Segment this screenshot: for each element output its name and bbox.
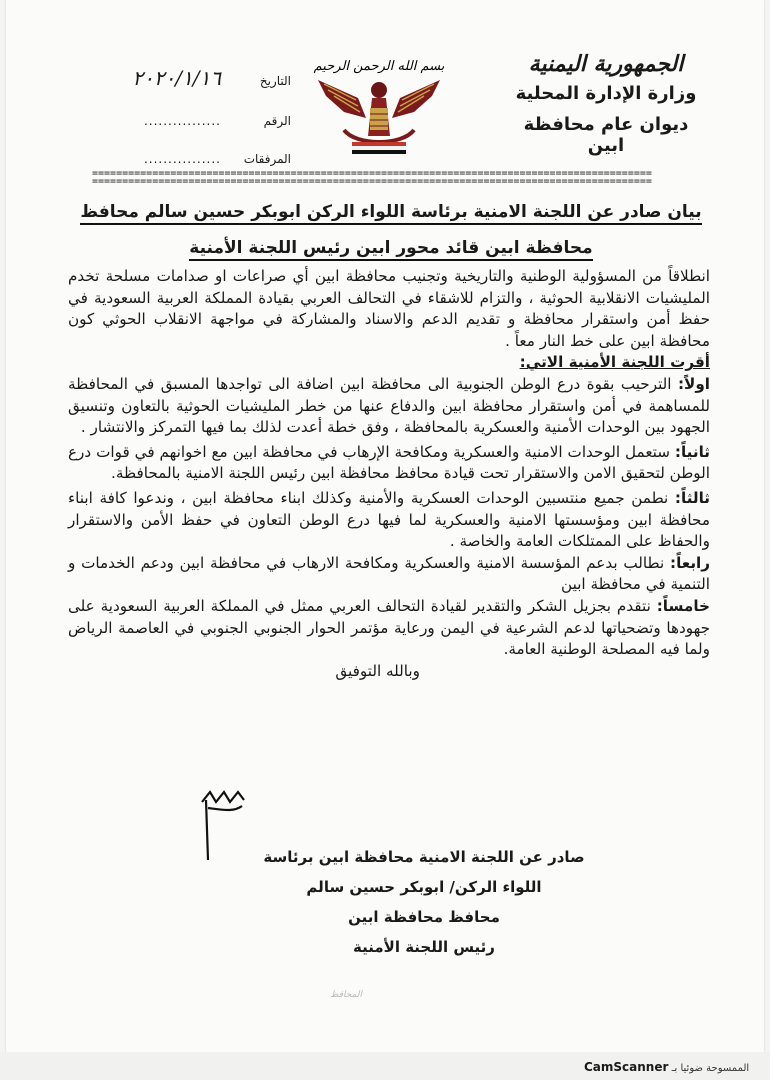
item-label: ثالثاً:	[674, 488, 711, 507]
item-text: الترحيب بقوة درع الوطن الجنوبية الى محافظة ابين اضافة الى تواجدها المسبق في المحافظة للمساهمة في أمن واستقرار محافظة ابين والدفاع عنها من خطر المليشيات الحوثية بالتعاون وتنسيق الجهود بين الوحدات الأمنية والعسكرية بالمحافظة ، وفق خطة أعدت لذلك بما فيها التمركز والانتشار .	[68, 374, 710, 437]
statement-title-text2: محافظة ابين قائد محور ابين رئيس اللجنة الأمنية	[189, 238, 592, 261]
issuer-header	[506, 52, 706, 156]
separator-line-1: =============================================================================================	[92, 170, 652, 179]
signatory-line1: صادر عن اللجنة الامنية محافظة ابين برئاسة	[263, 848, 585, 866]
basmala-text: بسم الله الرحمن الرحيم	[313, 59, 445, 74]
attachments-label: المرفقات	[243, 152, 291, 166]
governorate-office: ديوان عام محافظة ابين	[523, 114, 689, 156]
statement-title-line1	[76, 202, 706, 222]
yemen-eagle-emblem	[304, 50, 454, 168]
item-label: رابعاً:	[670, 553, 711, 572]
signatory-line2: اللواء الركن/ ابوبكر حسين سالم	[306, 878, 542, 896]
scanned-with-text: الممسوحة ضوئيا بـ	[671, 1063, 750, 1074]
date-row	[76, 66, 291, 90]
camscanner-brand: CamScanner	[584, 1060, 669, 1074]
intro-paragraph: انطلاقاً من المسؤولية الوطنية والتاريخية وتجنيب محافظة ابين أي صراعات او صدامات مسلحة تخدم المليشيات الانقلابية الحوثية ، والتزام للاشقاء في التحالف العربي بقيادة المملكة العربية السعودية في حفظ أمن واستقرار محافظة و تقديم الدعم والاسناد والمشاركة في مواجهة الانقلاب الحوثي كون محافظة ابين على خط النار معاً .	[68, 267, 710, 350]
item-label: خامساً:	[656, 596, 710, 615]
reference-value: ................	[143, 114, 221, 128]
decision-item-2	[68, 442, 710, 485]
item-text: ستعمل الوحدات الامنية والعسكرية ومكافحة الإرهاب في محافظة ابين مع اخوانهم في قوات درع الوطن لتحقيق الامن والاستقرار تحت قيادة محافظ محافظة ابين رئيس اللجنة الامنية بالمحافظة.	[68, 442, 710, 483]
signatory-block	[214, 842, 634, 962]
decision-item-4	[68, 553, 710, 596]
reference-row	[76, 114, 291, 128]
separator-line-2: =============================================================================================	[92, 176, 652, 186]
item-label: اولاً:	[677, 374, 710, 393]
date-value: ٢٠٢٠/١/١٦	[132, 66, 221, 90]
statement-title-text1: بيان صادر عن اللجنة الامنية برئاسة اللواء الركن ابوبكر حسين سالم محافظ	[80, 202, 701, 225]
decision-item-1	[68, 374, 710, 439]
item-text: نطمن جميع منتسبين الوحدات العسكرية والأمنية وكذلك ابناء محافظة ابين ، وندعوا كافة ابناء محافظة ابين ومؤسستها الامنية والعسكرية لما فيها درع الوطن التعاون في حفظ الأمن والاستقرار والحفاظ على الممتلكات العامة والخاصة .	[68, 488, 710, 551]
decision-item-5	[68, 596, 710, 661]
reference-label: الرقم	[263, 114, 291, 128]
closing-phrase: وبالله التوفيق	[335, 661, 420, 680]
official-stamp-faint: المحافظ	[330, 990, 362, 1000]
signatory-line4: رئيس اللجنة الأمنية	[353, 938, 495, 956]
date-label: التاريخ	[259, 74, 291, 88]
scanner-watermark	[584, 1060, 749, 1074]
statement-body	[68, 266, 710, 682]
item-text: نتقدم بجزيل الشكر والتقدير لقيادة التحالف العربي ممثل في المملكة العربية السعودية على جهودها وتضحياتها لدعم الشرعية في اليمن ورعاية مؤتمر الحوار الجنوبي الجنوبي في العاصمة الرياض ولما فيه المصلحة الوطنية العامة.	[68, 596, 710, 659]
statement-title-line2	[186, 238, 596, 258]
attachments-row	[76, 152, 291, 166]
document-page	[6, 0, 764, 1052]
item-label: ثانياً:	[674, 442, 710, 461]
item-text: نطالب بدعم المؤسسة الامنية والعسكرية ومكافحة الارهاب في محافظة ابين ودعم الخدمات و التنمية في محافظة ابين	[68, 553, 710, 594]
header-separator	[92, 170, 690, 186]
republic-name: الجمهورية اليمنية	[528, 52, 684, 77]
signatory-line3: محافظ محافظة ابين	[348, 908, 500, 926]
attachments-value: ................	[143, 152, 221, 166]
decisions-heading: أقرت اللجنة الأمنية الاتي:	[519, 353, 710, 372]
decision-item-3	[68, 488, 710, 553]
ministry-name: وزارة الإدارة المحلية	[515, 83, 697, 104]
